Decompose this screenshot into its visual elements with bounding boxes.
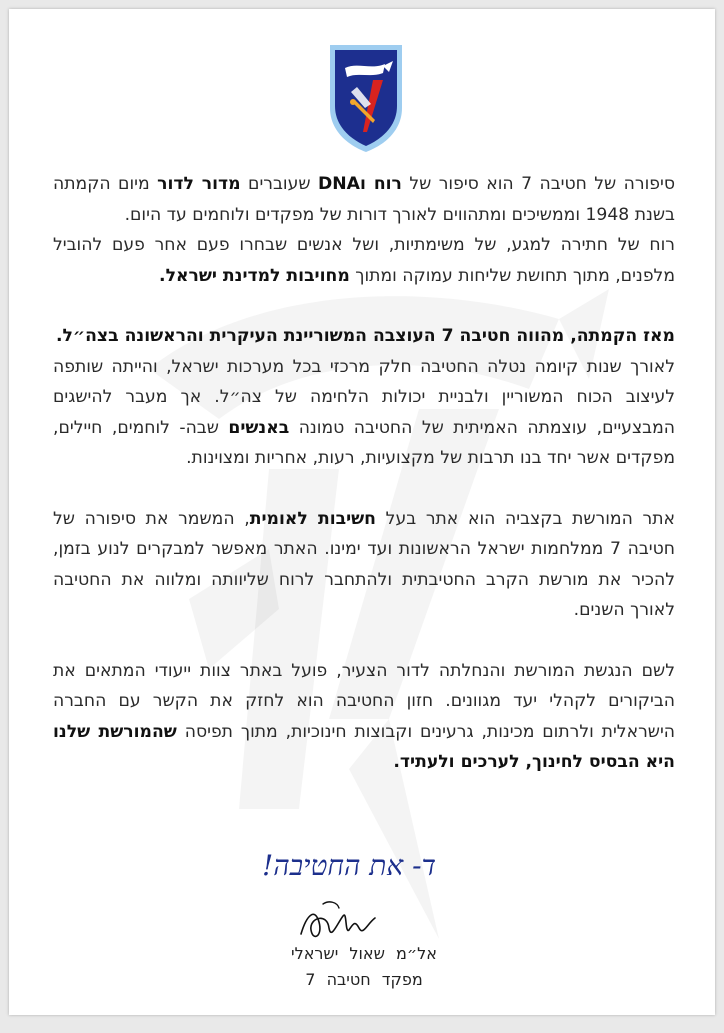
p2-text-2: שבה- לוחמים, חיילים, מפקדים אשר יחד בנו תרבות של מקצועיות, רעות, אחריות ומצוינות. xyxy=(53,417,675,468)
paragraph-3 xyxy=(53,504,675,626)
p2-bold-1: מאז הקמתה, מהווה חטיבה 7 העוצבה המשוריינת העיקרית והראשונה בצה״ל. xyxy=(55,326,675,346)
paragraph-1 xyxy=(53,169,675,291)
paragraph-2 xyxy=(53,321,675,474)
closing-motto: ד- את החטיבה! xyxy=(262,849,436,882)
p3-text-1: אתר המורשת בקצביה הוא אתר בעל xyxy=(385,508,675,529)
p1-bold-2: מדור לדור xyxy=(157,174,241,194)
signer-unit-number: 7 xyxy=(305,970,316,989)
signer-block xyxy=(259,941,469,993)
signer-role: מפקד xyxy=(381,970,423,989)
signer-rank: אל״מ xyxy=(396,944,437,963)
p4-bold-1: שהמורשת שלנו היא הבסיס לחינוך, לערכים ולעתיד. xyxy=(53,721,675,772)
p1-text-2: שעוברים xyxy=(248,174,311,194)
signer-title-line xyxy=(259,967,469,993)
p1-text-4: רוח של חתירה למגע, של משימתיות, ושל אנשים שבחרו פעם אחר פעם להוביל מלפנים, מתוך תחושת שליחות עמוקה ומתוך xyxy=(53,235,675,286)
signer-name-line xyxy=(259,941,469,967)
paragraph-4 xyxy=(53,656,675,778)
p4-text-1: לשם הנגשת המורשת והנחלתה לדור הצעיר, פועל באתר צוות ייעודי המתאים את הביקורים לקהלי יעד מגוונים. חזון החטיבה הוא לחזק את הקשר עם החברה הישראלית ולרתום מכינות, גרעינים וקבוצות חינוכיות, מתוך תפיסה xyxy=(53,660,676,742)
signer-unit: חטיבה xyxy=(326,970,371,989)
p3-text-2: , המשמר את סיפורה של חטיבה 7 ממלחמות ישראל הראשונות ועד ימינו. האתר מאפשר למבקרים לנוע בזמן, להכיר את מורשת הקרב החטיבתית ולהתחבר לרוח שליוותה ומלווה את החטיבה לאורך השנים. xyxy=(53,508,675,620)
p1-text-3: מיום הקמתה בשנת 1948 וממשיכים ומתהווים לאורך דורות של מפקדים ולוחמים עד היום. xyxy=(53,174,675,225)
p1-bold-1: רוח וDNA xyxy=(318,174,402,194)
signer-first-name: שאול xyxy=(349,944,385,963)
p1-bold-3: מחויבות למדינת ישראל. xyxy=(159,265,350,286)
p3-bold-1: חשיבות לאומית xyxy=(249,508,376,529)
brigade-7-emblem-icon xyxy=(327,42,405,154)
p1-text-1: סיפורה של חטיבה 7 הוא סיפור של xyxy=(409,174,675,194)
signer-last-name: ישראלי xyxy=(291,944,339,963)
letter-body xyxy=(53,169,675,808)
p2-bold-2: באנשים xyxy=(228,417,290,438)
p2-text-1: לאורך שנות קיומה נטלה החטיבה חלק מרכזי בכל מערכות ישראל, והייתה שותפה לעיצוב הכוח המשוריין ולבניית יכולות הלחימה של צה״ל. אך מעבר להישגים המבצעיים, עוצמתה האמיתית של החטיבה טמונה xyxy=(53,356,675,438)
letter-page xyxy=(9,9,715,1015)
